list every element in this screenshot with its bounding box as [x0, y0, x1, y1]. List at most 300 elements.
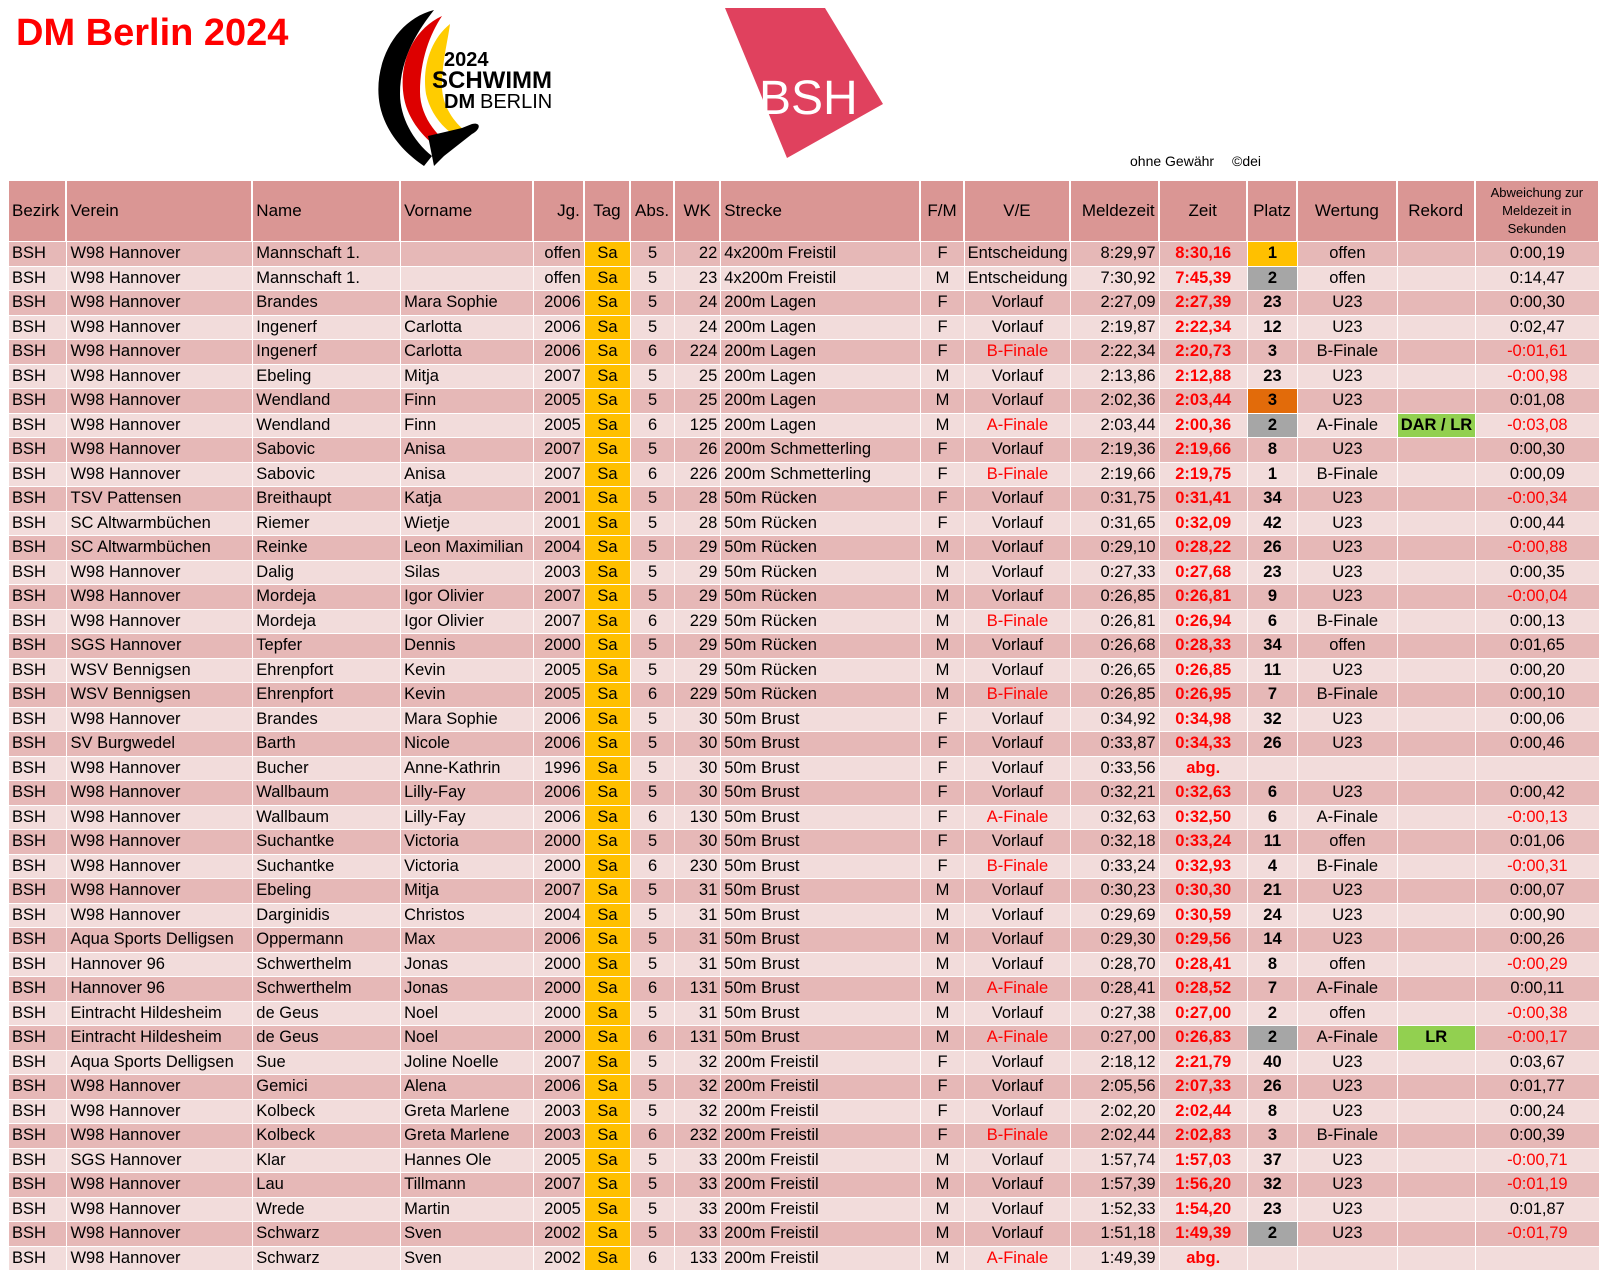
- cell-verein: Eintracht Hildesheim: [67, 1002, 252, 1026]
- cell-abweichung: -0:00,88: [1476, 536, 1599, 560]
- cell-abweichung: 0:01,77: [1476, 1075, 1599, 1099]
- cell-jahrgang: 2006: [534, 708, 584, 732]
- cell-abschnitt: 5: [631, 389, 674, 413]
- cell-jahrgang: 2000: [534, 953, 584, 977]
- cell-ve: B-Finale: [965, 1124, 1071, 1148]
- cell-vorname: Carlotta: [401, 316, 532, 340]
- cell-wertung: [1298, 757, 1397, 781]
- cell-wk: 32: [675, 1075, 720, 1099]
- cell-tag: Sa: [585, 1002, 630, 1026]
- cell-jahrgang: 1996: [534, 757, 584, 781]
- cell-vorname: Greta Marlene: [401, 1124, 532, 1148]
- cell-vorname: Victoria: [401, 855, 532, 879]
- cell-ve: Vorlauf: [965, 830, 1071, 854]
- cell-vorname: Anne-Kathrin: [401, 757, 532, 781]
- cell-jahrgang: 2006: [534, 732, 584, 756]
- cell-fm: F: [921, 242, 963, 266]
- cell-zeit: 0:28,33: [1160, 634, 1247, 658]
- cell-strecke: 50m Brust: [721, 953, 920, 977]
- cell-platz: [1248, 1247, 1297, 1271]
- cell-bezirk: BSH: [9, 512, 66, 536]
- cell-name: Suchantke: [253, 830, 400, 854]
- cell-bezirk: BSH: [9, 683, 66, 707]
- cell-strecke: 50m Brust: [721, 781, 920, 805]
- cell-zeit: 0:26,81: [1160, 585, 1247, 609]
- cell-zeit: 2:00,36: [1160, 414, 1247, 438]
- table-row: [9, 610, 1599, 634]
- cell-ve: Vorlauf: [965, 1075, 1071, 1099]
- cell-jahrgang: offen: [534, 267, 584, 291]
- cell-tag: Sa: [585, 634, 630, 658]
- cell-wk: 31: [675, 879, 720, 903]
- cell-bezirk: BSH: [9, 316, 66, 340]
- cell-zeit: 1:54,20: [1160, 1198, 1247, 1222]
- cell-bezirk: BSH: [9, 953, 66, 977]
- cell-rekord: [1398, 855, 1475, 879]
- cell-rekord: [1398, 757, 1475, 781]
- cell-abweichung: 0:00,19: [1476, 242, 1599, 266]
- cell-wertung: U23: [1298, 1198, 1397, 1222]
- cell-abweichung: -0:03,08: [1476, 414, 1599, 438]
- cell-ve: B-Finale: [965, 855, 1071, 879]
- table-row: [9, 1075, 1599, 1099]
- cell-abweichung: 0:00,30: [1476, 291, 1599, 315]
- table-row: [9, 1124, 1599, 1148]
- table-row: [9, 365, 1599, 389]
- svg-text:BERLIN: BERLIN: [480, 91, 553, 113]
- cell-vorname: Martin: [401, 1198, 532, 1222]
- cell-wertung: U23: [1298, 536, 1397, 560]
- table-row: [9, 512, 1599, 536]
- cell-wk: 29: [675, 659, 720, 683]
- cell-meldezeit: 2:27,09: [1071, 291, 1158, 315]
- cell-wk: 224: [675, 340, 720, 364]
- cell-tag: Sa: [585, 242, 630, 266]
- cell-verein: W98 Hannover: [67, 610, 252, 634]
- cell-fm: M: [921, 610, 963, 634]
- cell-fm: M: [921, 1026, 963, 1050]
- table-row: [9, 757, 1599, 781]
- cell-fm: F: [921, 830, 963, 854]
- cell-abweichung: 0:00,06: [1476, 708, 1599, 732]
- cell-wertung: [1298, 1247, 1397, 1271]
- table-row: [9, 708, 1599, 732]
- cell-zeit: 0:28,52: [1160, 977, 1247, 1001]
- cell-vorname: Silas: [401, 561, 532, 585]
- cell-bezirk: BSH: [9, 585, 66, 609]
- cell-fm: F: [921, 1100, 963, 1124]
- cell-platz: 11: [1248, 659, 1297, 683]
- cell-wertung: A-Finale: [1298, 1026, 1397, 1050]
- cell-zeit: abg.: [1160, 1247, 1247, 1271]
- cell-strecke: 4x200m Freistil: [721, 267, 920, 291]
- cell-platz: 32: [1248, 708, 1297, 732]
- cell-strecke: 50m Rücken: [721, 610, 920, 634]
- cell-meldezeit: 0:32,21: [1071, 781, 1158, 805]
- cell-rekord: [1398, 438, 1475, 462]
- cell-verein: W98 Hannover: [67, 1173, 252, 1197]
- cell-rekord: LR: [1398, 1026, 1475, 1050]
- cell-bezirk: BSH: [9, 1247, 66, 1271]
- cell-abschnitt: 5: [631, 365, 674, 389]
- table-row: [9, 659, 1599, 683]
- cell-rekord: [1398, 708, 1475, 732]
- cell-wk: 131: [675, 977, 720, 1001]
- cell-zeit: 0:29,56: [1160, 928, 1247, 952]
- cell-rekord: [1398, 928, 1475, 952]
- cell-fm: M: [921, 1247, 963, 1271]
- table-header-row: [9, 181, 1599, 241]
- cell-wertung: U23: [1298, 585, 1397, 609]
- cell-fm: F: [921, 1075, 963, 1099]
- cell-bezirk: BSH: [9, 708, 66, 732]
- cell-ve: Vorlauf: [965, 389, 1071, 413]
- cell-ve: A-Finale: [965, 414, 1071, 438]
- cell-ve: B-Finale: [965, 610, 1071, 634]
- cell-ve: Vorlauf: [965, 879, 1071, 903]
- cell-platz: [1248, 757, 1297, 781]
- cell-rekord: [1398, 830, 1475, 854]
- cell-bezirk: BSH: [9, 365, 66, 389]
- col-header-zeit: Zeit: [1160, 181, 1247, 241]
- cell-vorname: Mitja: [401, 365, 532, 389]
- cell-jahrgang: 2003: [534, 1100, 584, 1124]
- cell-vorname: Jonas: [401, 953, 532, 977]
- cell-strecke: 200m Lagen: [721, 414, 920, 438]
- cell-bezirk: BSH: [9, 414, 66, 438]
- cell-rekord: [1398, 561, 1475, 585]
- cell-wk: 31: [675, 904, 720, 928]
- cell-vorname: [401, 242, 532, 266]
- cell-jahrgang: 2000: [534, 1026, 584, 1050]
- cell-strecke: 50m Brust: [721, 977, 920, 1001]
- cell-tag: Sa: [585, 512, 630, 536]
- cell-ve: Entscheidung: [965, 242, 1071, 266]
- cell-ve: Vorlauf: [965, 1002, 1071, 1026]
- cell-wertung: U23: [1298, 904, 1397, 928]
- cell-jahrgang: 2006: [534, 1075, 584, 1099]
- cell-vorname: Mitja: [401, 879, 532, 903]
- cell-vorname: Victoria: [401, 830, 532, 854]
- cell-name: Riemer: [253, 512, 400, 536]
- cell-wk: 26: [675, 438, 720, 462]
- cell-strecke: 200m Lagen: [721, 340, 920, 364]
- cell-bezirk: BSH: [9, 242, 66, 266]
- cell-wertung: U23: [1298, 1051, 1397, 1075]
- cell-jahrgang: 2007: [534, 1051, 584, 1075]
- cell-fm: M: [921, 659, 963, 683]
- cell-name: Schwarz: [253, 1222, 400, 1246]
- cell-name: Schwerthelm: [253, 953, 400, 977]
- cell-rekord: DAR / LR: [1398, 414, 1475, 438]
- cell-fm: F: [921, 781, 963, 805]
- cell-name: Brandes: [253, 708, 400, 732]
- cell-name: Klar: [253, 1149, 400, 1173]
- cell-wk: 24: [675, 291, 720, 315]
- cell-abweichung: 0:01,08: [1476, 389, 1599, 413]
- cell-abschnitt: 5: [631, 487, 674, 511]
- cell-ve: Vorlauf: [965, 634, 1071, 658]
- cell-jahrgang: 2005: [534, 1149, 584, 1173]
- cell-rekord: [1398, 732, 1475, 756]
- cell-platz: 23: [1248, 1198, 1297, 1222]
- cell-zeit: 2:03,44: [1160, 389, 1247, 413]
- table-row: [9, 781, 1599, 805]
- cell-verein: W98 Hannover: [67, 708, 252, 732]
- cell-rekord: [1398, 904, 1475, 928]
- cell-wertung: offen: [1298, 830, 1397, 854]
- cell-abweichung: 0:01,65: [1476, 634, 1599, 658]
- cell-wertung: U23: [1298, 389, 1397, 413]
- cell-zeit: 2:07,33: [1160, 1075, 1247, 1099]
- table-row: [9, 634, 1599, 658]
- cell-wertung: B-Finale: [1298, 610, 1397, 634]
- cell-zeit: 0:26,94: [1160, 610, 1247, 634]
- cell-verein: W98 Hannover: [67, 781, 252, 805]
- cell-abschnitt: 5: [631, 1149, 674, 1173]
- cell-meldezeit: 1:57,74: [1071, 1149, 1158, 1173]
- cell-wk: 226: [675, 463, 720, 487]
- cell-jahrgang: 2007: [534, 879, 584, 903]
- cell-bezirk: BSH: [9, 291, 66, 315]
- cell-strecke: 50m Rücken: [721, 683, 920, 707]
- cell-abschnitt: 6: [631, 1247, 674, 1271]
- cell-wertung: B-Finale: [1298, 1124, 1397, 1148]
- cell-bezirk: BSH: [9, 659, 66, 683]
- cell-fm: M: [921, 536, 963, 560]
- cell-vorname: Noel: [401, 1026, 532, 1050]
- cell-vorname: Tillmann: [401, 1173, 532, 1197]
- cell-bezirk: BSH: [9, 1173, 66, 1197]
- cell-meldezeit: 0:27,00: [1071, 1026, 1158, 1050]
- cell-meldezeit: 2:19,87: [1071, 316, 1158, 340]
- cell-rekord: [1398, 316, 1475, 340]
- cell-vorname: Kevin: [401, 659, 532, 683]
- cell-abschnitt: 5: [631, 634, 674, 658]
- cell-wertung: U23: [1298, 512, 1397, 536]
- schwimm-dm-berlin-logo: [372, 6, 592, 170]
- cell-abschnitt: 6: [631, 340, 674, 364]
- cell-wertung: U23: [1298, 1149, 1397, 1173]
- cell-meldezeit: 0:34,92: [1071, 708, 1158, 732]
- cell-wk: 130: [675, 806, 720, 830]
- cell-strecke: 200m Lagen: [721, 291, 920, 315]
- cell-tag: Sa: [585, 365, 630, 389]
- cell-abschnitt: 5: [631, 585, 674, 609]
- cell-rekord: [1398, 340, 1475, 364]
- cell-jahrgang: 2007: [534, 463, 584, 487]
- cell-name: Darginidis: [253, 904, 400, 928]
- cell-meldezeit: 7:30,92: [1071, 267, 1158, 291]
- cell-bezirk: BSH: [9, 977, 66, 1001]
- cell-fm: F: [921, 463, 963, 487]
- cell-wertung: A-Finale: [1298, 806, 1397, 830]
- cell-wk: 30: [675, 757, 720, 781]
- cell-tag: Sa: [585, 732, 630, 756]
- cell-tag: Sa: [585, 757, 630, 781]
- cell-meldezeit: 0:32,63: [1071, 806, 1158, 830]
- cell-jahrgang: 2004: [534, 904, 584, 928]
- cell-tag: Sa: [585, 561, 630, 585]
- cell-fm: F: [921, 316, 963, 340]
- cell-platz: 21: [1248, 879, 1297, 903]
- cell-zeit: 0:32,63: [1160, 781, 1247, 805]
- cell-wertung: U23: [1298, 1173, 1397, 1197]
- cell-strecke: 200m Freistil: [721, 1173, 920, 1197]
- cell-verein: W98 Hannover: [67, 1222, 252, 1246]
- cell-ve: A-Finale: [965, 806, 1071, 830]
- cell-strecke: 50m Rücken: [721, 536, 920, 560]
- cell-name: Ingenerf: [253, 316, 400, 340]
- cell-abschnitt: 6: [631, 414, 674, 438]
- table-row: [9, 1222, 1599, 1246]
- cell-fm: M: [921, 879, 963, 903]
- cell-meldezeit: 2:02,44: [1071, 1124, 1158, 1148]
- cell-strecke: 200m Freistil: [721, 1198, 920, 1222]
- cell-meldezeit: 0:30,23: [1071, 879, 1158, 903]
- cell-vorname: Katja: [401, 487, 532, 511]
- cell-meldezeit: 2:13,86: [1071, 365, 1158, 389]
- cell-zeit: 0:31,41: [1160, 487, 1247, 511]
- cell-name: Mannschaft 1.: [253, 242, 400, 266]
- cell-zeit: 1:57,03: [1160, 1149, 1247, 1173]
- cell-wk: 22: [675, 242, 720, 266]
- cell-abschnitt: 5: [631, 267, 674, 291]
- cell-platz: 34: [1248, 487, 1297, 511]
- cell-rekord: [1398, 634, 1475, 658]
- cell-verein: W98 Hannover: [67, 1100, 252, 1124]
- cell-name: Lau: [253, 1173, 400, 1197]
- cell-jahrgang: offen: [534, 242, 584, 266]
- cell-vorname: Anisa: [401, 463, 532, 487]
- cell-vorname: Joline Noelle: [401, 1051, 532, 1075]
- cell-platz: 3: [1248, 1124, 1297, 1148]
- cell-abschnitt: 6: [631, 683, 674, 707]
- table-row: [9, 340, 1599, 364]
- cell-tag: Sa: [585, 953, 630, 977]
- cell-tag: Sa: [585, 1075, 630, 1099]
- cell-strecke: 50m Rücken: [721, 659, 920, 683]
- cell-zeit: 0:26,95: [1160, 683, 1247, 707]
- cell-ve: Vorlauf: [965, 487, 1071, 511]
- cell-platz: 6: [1248, 610, 1297, 634]
- table-row: [9, 1149, 1599, 1173]
- cell-verein: SC Altwarmbüchen: [67, 536, 252, 560]
- cell-name: Gemici: [253, 1075, 400, 1099]
- cell-tag: Sa: [585, 340, 630, 364]
- cell-bezirk: BSH: [9, 438, 66, 462]
- cell-meldezeit: 2:03,44: [1071, 414, 1158, 438]
- cell-name: Wallbaum: [253, 806, 400, 830]
- cell-fm: F: [921, 487, 963, 511]
- cell-rekord: [1398, 1100, 1475, 1124]
- cell-jahrgang: 2007: [534, 1173, 584, 1197]
- cell-zeit: 2:02,44: [1160, 1100, 1247, 1124]
- cell-fm: M: [921, 904, 963, 928]
- cell-abschnitt: 5: [631, 291, 674, 315]
- cell-tag: Sa: [585, 904, 630, 928]
- cell-strecke: 4x200m Freistil: [721, 242, 920, 266]
- cell-zeit: 0:32,50: [1160, 806, 1247, 830]
- cell-abweichung: -0:01,19: [1476, 1173, 1599, 1197]
- cell-strecke: 50m Brust: [721, 879, 920, 903]
- cell-verein: SC Altwarmbüchen: [67, 512, 252, 536]
- cell-verein: Hannover 96: [67, 977, 252, 1001]
- cell-verein: W98 Hannover: [67, 291, 252, 315]
- cell-zeit: abg.: [1160, 757, 1247, 781]
- col-header-ve: V/E: [965, 181, 1071, 241]
- cell-abweichung: 0:01,87: [1476, 1198, 1599, 1222]
- cell-zeit: 2:27,39: [1160, 291, 1247, 315]
- cell-zeit: 2:02,83: [1160, 1124, 1247, 1148]
- cell-name: Sue: [253, 1051, 400, 1075]
- cell-ve: Vorlauf: [965, 708, 1071, 732]
- cell-abschnitt: 6: [631, 463, 674, 487]
- cell-strecke: 200m Freistil: [721, 1075, 920, 1099]
- cell-rekord: [1398, 1198, 1475, 1222]
- cell-verein: W98 Hannover: [67, 365, 252, 389]
- cell-vorname: Lilly-Fay: [401, 781, 532, 805]
- cell-meldezeit: 0:26,65: [1071, 659, 1158, 683]
- cell-platz: 14: [1248, 928, 1297, 952]
- cell-ve: Vorlauf: [965, 781, 1071, 805]
- cell-tag: Sa: [585, 487, 630, 511]
- cell-wk: 30: [675, 830, 720, 854]
- cell-abweichung: 0:01,06: [1476, 830, 1599, 854]
- cell-tag: Sa: [585, 708, 630, 732]
- cell-rekord: [1398, 585, 1475, 609]
- cell-ve: Vorlauf: [965, 659, 1071, 683]
- cell-wertung: U23: [1298, 365, 1397, 389]
- cell-zeit: 0:26,83: [1160, 1026, 1247, 1050]
- cell-platz: 4: [1248, 855, 1297, 879]
- cell-fm: M: [921, 1002, 963, 1026]
- cell-zeit: 0:32,09: [1160, 512, 1247, 536]
- cell-strecke: 50m Rücken: [721, 512, 920, 536]
- cell-rekord: [1398, 487, 1475, 511]
- cell-platz: 2: [1248, 267, 1297, 291]
- cell-abweichung: 0:00,30: [1476, 438, 1599, 462]
- cell-meldezeit: 0:28,70: [1071, 953, 1158, 977]
- cell-jahrgang: 2005: [534, 414, 584, 438]
- cell-jahrgang: 2007: [534, 365, 584, 389]
- cell-fm: M: [921, 683, 963, 707]
- cell-vorname: Hannes Ole: [401, 1149, 532, 1173]
- cell-bezirk: BSH: [9, 757, 66, 781]
- cell-tag: Sa: [585, 683, 630, 707]
- table-row: [9, 389, 1599, 413]
- cell-name: Wrede: [253, 1198, 400, 1222]
- col-header-name: Name: [253, 181, 400, 241]
- cell-name: Bucher: [253, 757, 400, 781]
- cell-verein: W98 Hannover: [67, 414, 252, 438]
- cell-bezirk: BSH: [9, 806, 66, 830]
- cell-meldezeit: 0:27,38: [1071, 1002, 1158, 1026]
- cell-fm: F: [921, 340, 963, 364]
- cell-jahrgang: 2000: [534, 634, 584, 658]
- cell-fm: F: [921, 708, 963, 732]
- cell-wk: 32: [675, 1051, 720, 1075]
- cell-tag: Sa: [585, 267, 630, 291]
- cell-abschnitt: 5: [631, 438, 674, 462]
- cell-strecke: 200m Freistil: [721, 1247, 920, 1271]
- cell-platz: 23: [1248, 291, 1297, 315]
- cell-rekord: [1398, 389, 1475, 413]
- svg-text:DM: DM: [444, 91, 476, 113]
- cell-strecke: 50m Brust: [721, 757, 920, 781]
- cell-meldezeit: 2:22,34: [1071, 340, 1158, 364]
- table-row: [9, 1002, 1599, 1026]
